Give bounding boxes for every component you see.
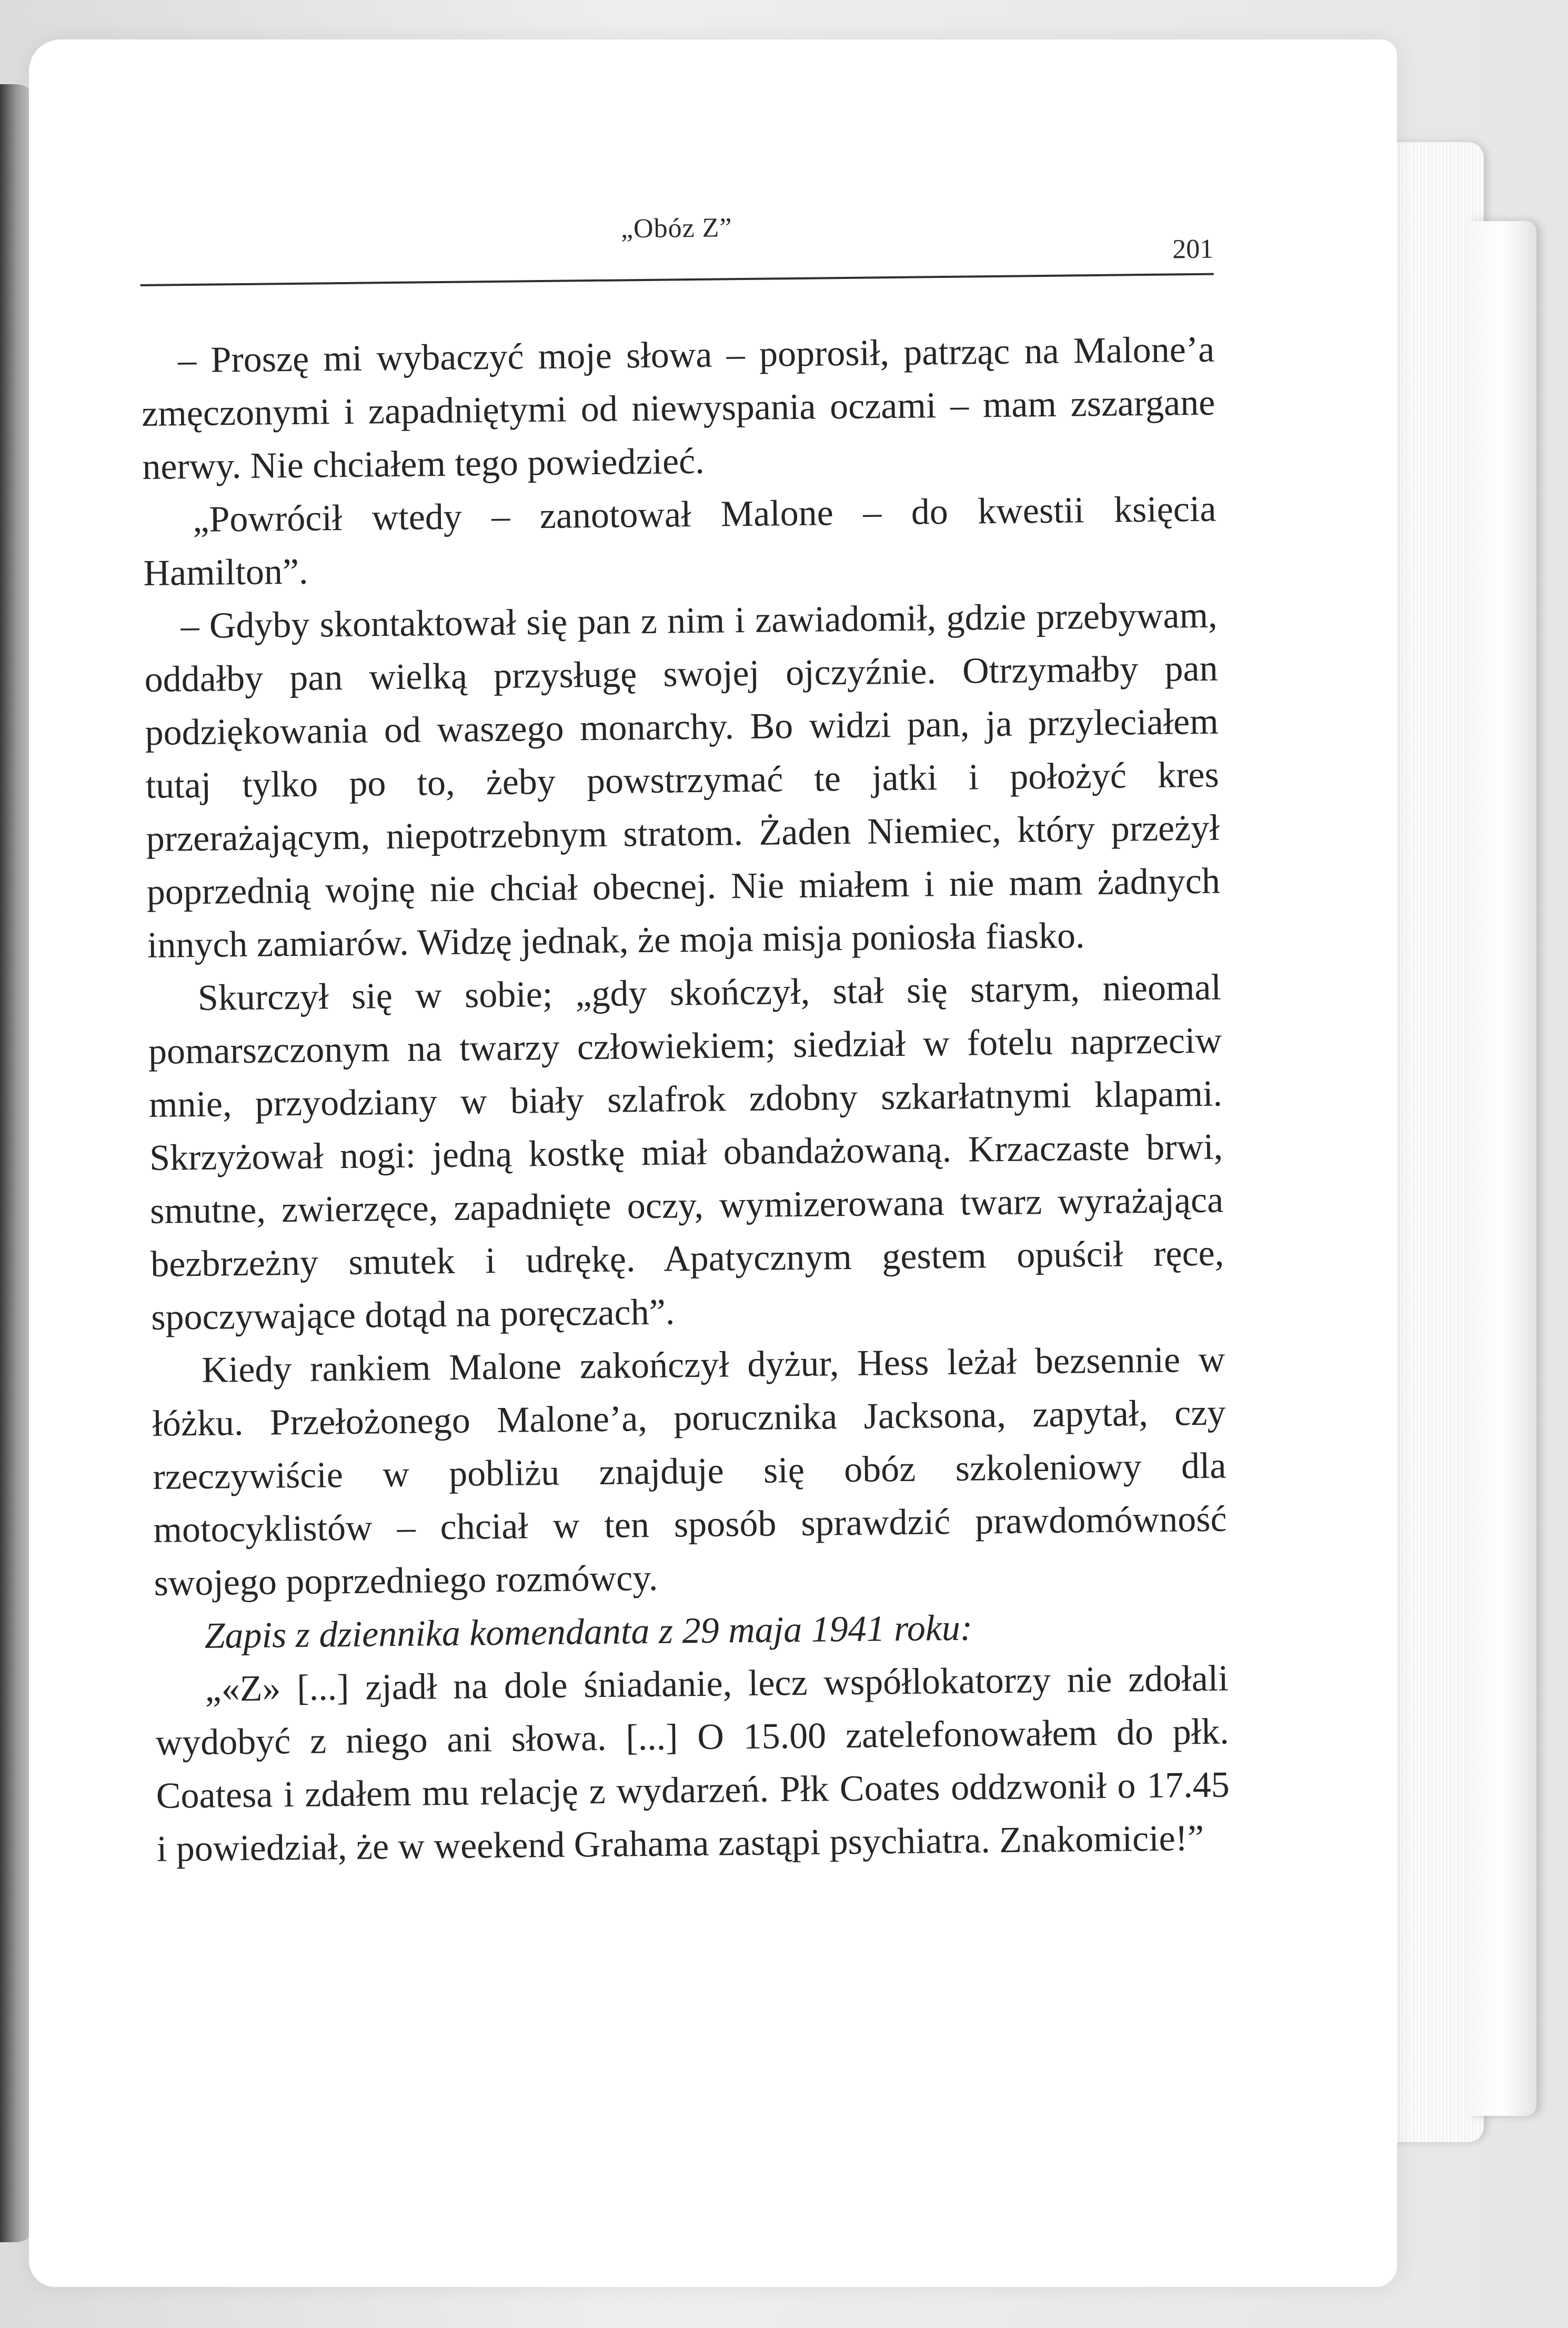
diary-heading: Zapis z dziennika komendanta z 29 maja 1941 roku: xyxy=(204,1607,973,1656)
paragraph: – Gdyby skontaktował się pan z nim i zawiadomił, gdzie przebywam, oddałby pan wielką przysługę swojej ojczyźnie. Otrzymałby pan podziękowania od waszego monarchy. Bo widzi pan, ja przyleciałem tutaj tylko po to, żeby powstrzymać te jatki i położyć kres przerażającym, niepotrzebnym stratom. Żaden Niemiec, który przeżył poprzednią wojnę nie chciał obecnej. Nie miałem i nie mam żadnych innych zamiarów. Widzę jednak, że moja misja poniosła fiasko. xyxy=(144,595,1221,966)
page-header xyxy=(139,186,1214,287)
paragraph: Kiedy rankiem Malone zakończył dyżur, Hess leżał bezsennie w łóżku. Przełożonego Malone’a, porucznika Jacksona, zapytał, czy rzeczywiście w pobliżu znajduje się obóz szkoleniowy dla motocyklistów – chciał w ten sposób sprawdzić prawdomówność swojego poprzedniego rozmówcy. xyxy=(152,1339,1227,1604)
page-number: 201 xyxy=(1172,234,1214,265)
page-content xyxy=(139,186,1233,2145)
header-rule xyxy=(140,273,1214,286)
body-text xyxy=(141,323,1231,1876)
diary-quote: „«Z» [...] zjadł na dole śniadanie, lecz współlokatorzy nie zdołali wydobyć z niego ani słowa. [...] O 15.00 zatelefonowałem do płk. Coatesa i zdałem mu relację z wydarzeń. Płk Coates oddzwonił o 17.45 i powiedział, że w weekend Grahama zastąpi psychiatra. Znakomicie!” xyxy=(155,1658,1230,1870)
book-page xyxy=(29,39,1397,2287)
paragraph: Skurczył się w sobie; „gdy skończył, stał się starym, nieomal pomarszczonym na twarzy człowiekiem; siedział w fotelu naprzeciw mnie, przyodziany w biały szlafrok zdobny szkarłatnymi klapami. Skrzyżował nogi: jedną kostkę miał obandażowaną. Krzaczaste brwi, smutne, zwierzęce, zapadnięte oczy, wymizerowana twarz wyrażająca bezbrzeżny smutek i udrękę. Apatycznym gestem opuścił ręce, spoczywające dotąd na poręczach”. xyxy=(148,967,1224,1338)
running-title: „Obóz Z” xyxy=(620,213,732,244)
paragraph: – Proszę mi wybaczyć moje słowa – poprosił, patrząc na Malone’a zmęczonymi i zapadniętymi od niewyspania oczami – mam zszargane nerwy. Nie chciałem tego powiedzieć. xyxy=(141,329,1215,487)
paragraph: „Powrócił wtedy – zanotował Malone – do kwestii księcia Hamilton”. xyxy=(143,488,1217,594)
book-cover-edge xyxy=(1468,221,1536,2116)
